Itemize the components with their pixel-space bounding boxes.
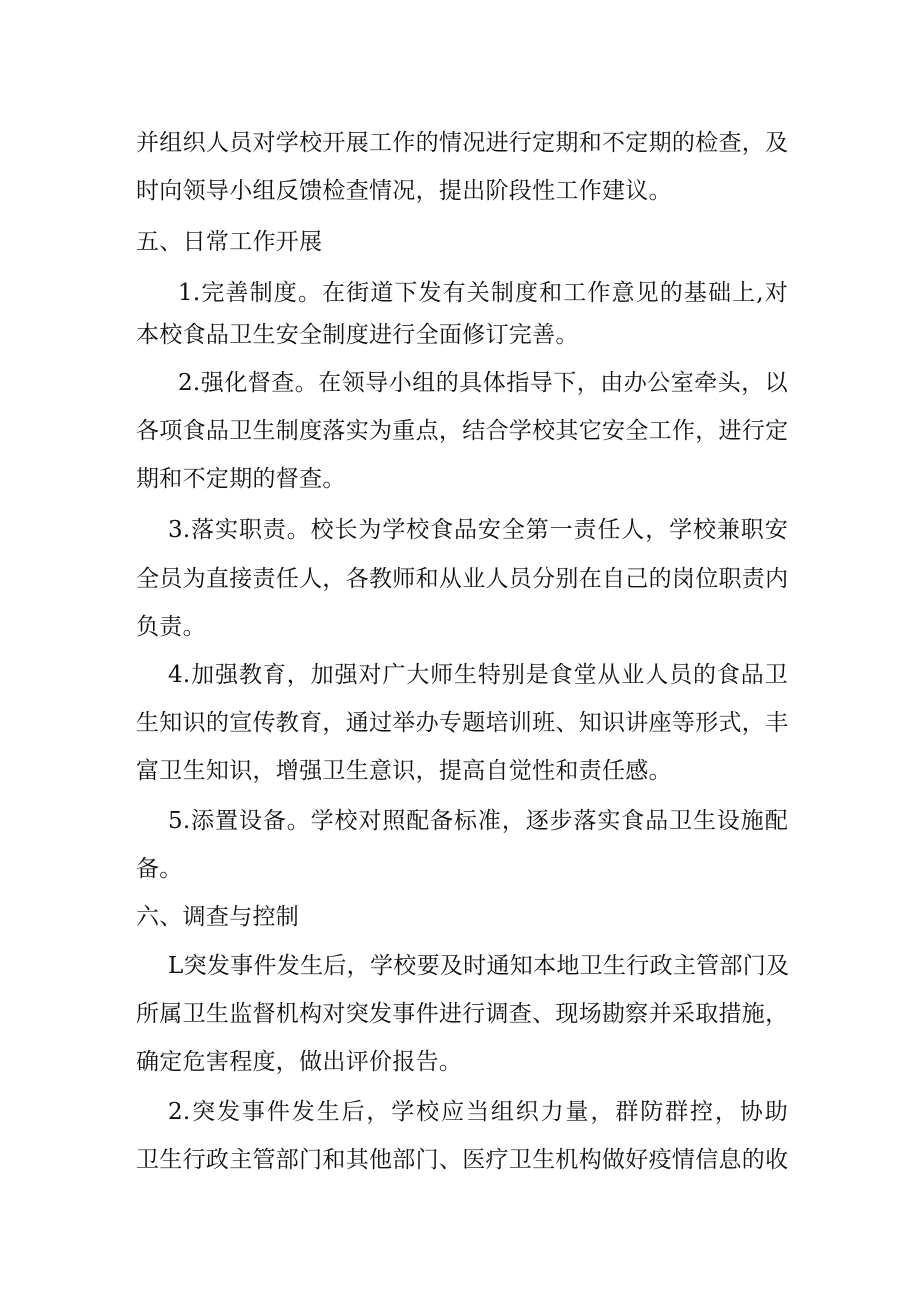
list-item-line: 2.强化督查。在领导小组的具体指导下，由办公室牵头，以 (178, 370, 788, 396)
section-heading: 六、调查与控制 (136, 904, 300, 930)
paragraph-line: 各项食品卫生制度落实为重点，结合学校其它安全工作，进行定 (136, 418, 789, 444)
list-item-line: L突发事件发生后，学校要及时通知本地卫生行政主管部门及 (168, 953, 790, 979)
paragraph-line: 期和不定期的督查。 (136, 466, 346, 492)
list-item-line: 1.完善制度。在街道下发有关制度和工作意见的基础上,对 (178, 280, 788, 306)
paragraph-line: 本校食品卫生安全制度进行全面修订完善。 (136, 322, 579, 348)
paragraph-line: 卫生行政主管部门和其他部门、医疗卫生机构做好疫情信息的收 (136, 1147, 789, 1173)
paragraph-line: 并组织人员对学校开展工作的情况进行定期和不定期的检查，及 (136, 130, 789, 156)
list-item-line: 5.添置设备。学校对照配备标准，逐步落实食品卫生设施配 (168, 808, 788, 834)
paragraph-line: 全员为直接责任人，各教师和从业人员分别在自己的岗位职责内 (136, 566, 789, 592)
list-item-line: 2.突发事件发生后，学校应当组织力量，群防群控，协助 (168, 1099, 788, 1125)
list-item-line: 4.加强教育，加强对广大师生特别是食堂从业人员的食品卫 (168, 662, 788, 688)
paragraph-line: 备。 (136, 856, 183, 882)
paragraph-line: 生知识的宣传教育，通过举办专题培训班、知识讲座等形式，丰 (136, 710, 789, 736)
paragraph-line: 负责。 (136, 614, 206, 640)
section-heading: 五、日常工作开展 (136, 229, 323, 255)
list-item-line: 3.落实职责。校长为学校食品安全第一责任人，学校兼职安 (168, 517, 788, 543)
paragraph-line: 富卫生知识，增强卫生意识，提高自觉性和责任感。 (136, 758, 672, 784)
paragraph-line: 所属卫生监督机构对突发事件进行调查、现场勘察并采取措施， (136, 1001, 789, 1027)
paragraph-line: 确定危害程度，做出评价报告。 (136, 1049, 463, 1075)
paragraph-line: 时向领导小组反馈检查情况，提出阶段性工作建议。 (136, 178, 672, 204)
